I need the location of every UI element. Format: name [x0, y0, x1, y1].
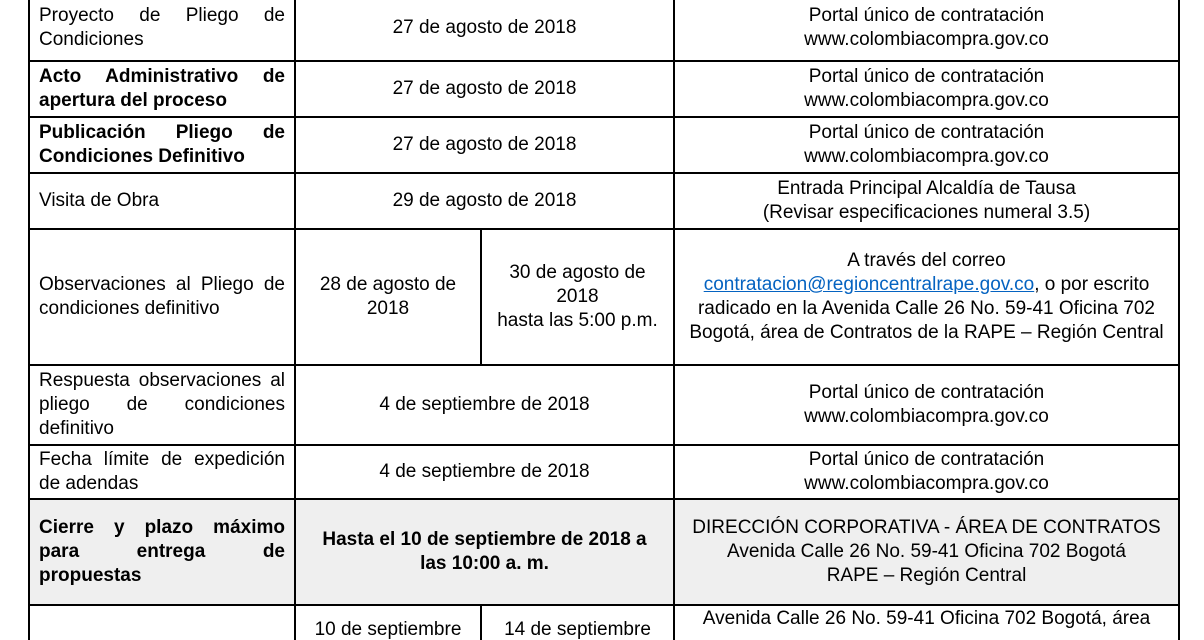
place-line: DIRECCIÓN CORPORATIVA - ÁREA DE CONTRATOS — [692, 517, 1161, 538]
date-cell: 27 de agosto de 2018 — [295, 61, 674, 117]
activity-cell: Publicación Pliego de Condiciones Definitivo — [29, 117, 295, 173]
place-line: www.colombiacompra.gov.co — [804, 146, 1049, 167]
activity-cell: Acto Administrativo de apertura del proceso — [29, 61, 295, 117]
place-line: Portal único de contratación — [808, 66, 1045, 87]
table-row — [29, 445, 1179, 499]
place-cell: Avenida Calle 26 No. 59-41 Oficina 702 Bogotá, área — [674, 605, 1179, 640]
table-row — [29, 117, 1179, 173]
place-line: www.colombiacompra.gov.co — [804, 90, 1049, 111]
place-line: Avenida Calle 26 No. 59-41 Oficina 702 Bogotá — [727, 541, 1126, 562]
date-cell: 4 de septiembre de 2018 — [295, 365, 674, 445]
table-row — [29, 0, 1179, 61]
activity-cell: Visita de Obra — [29, 173, 295, 229]
place-line: www.colombiacompra.gov.co — [804, 406, 1049, 427]
place-line: Portal único de contratación — [808, 5, 1045, 26]
date-cell: 4 de septiembre de 2018 — [295, 445, 674, 499]
table-row — [29, 173, 1179, 229]
place-cell — [674, 365, 1179, 445]
activity-cell: Observaciones al Pliego de condiciones definitivo — [29, 229, 295, 365]
end-date-line: 2018 — [556, 286, 599, 307]
email-link[interactable]: contratacion@regioncentralrape.gov.co — [703, 274, 1035, 295]
start-date-cell: 10 de septiembre — [295, 605, 481, 640]
activity-cell: Cierre y plazo máximo para entrega de propuestas — [29, 499, 295, 605]
place-cell — [674, 0, 1179, 61]
place-line: (Revisar especificaciones numeral 3.5) — [762, 202, 1091, 223]
place-cell — [674, 499, 1179, 605]
table-row — [29, 605, 1179, 640]
place-line: RAPE – Región Central — [826, 565, 1027, 586]
activity-cell — [29, 605, 295, 640]
date-cell: 27 de agosto de 2018 — [295, 0, 674, 61]
activity-cell: Fecha límite de expedición de adendas — [29, 445, 295, 499]
start-date-cell: 28 de agosto de 2018 — [295, 229, 481, 365]
place-cell — [674, 117, 1179, 173]
activity-cell: Respuesta observaciones al pliego de condiciones definitivo — [29, 365, 295, 445]
place-text: , o por escrito — [1034, 274, 1150, 295]
place-line: www.colombiacompra.gov.co — [804, 473, 1049, 494]
place-line: Portal único de contratación — [808, 449, 1045, 470]
place-line: Portal único de contratación — [808, 382, 1045, 403]
date-cell: 29 de agosto de 2018 — [295, 173, 674, 229]
table-row — [29, 365, 1179, 445]
place-line: A través del correo — [847, 250, 1006, 271]
place-line: Portal único de contratación — [808, 122, 1045, 143]
date-cell: Hasta el 10 de septiembre de 2018 a las 10:00 a. m. — [295, 499, 674, 605]
table-row — [29, 499, 1179, 605]
place-cell — [674, 229, 1179, 365]
place-cell — [674, 173, 1179, 229]
place-cell — [674, 445, 1179, 499]
end-date-line: 30 de agosto de — [509, 262, 646, 283]
end-date-line: hasta las 5:00 p.m. — [497, 310, 658, 331]
place-text: radicado en la Avenida Calle 26 No. 59-41 Oficina 702 Bogotá, área de Contratos de la RAPE – Región Central — [689, 298, 1164, 343]
table-row — [29, 61, 1179, 117]
end-date-cell: 14 de septiembre — [481, 605, 674, 640]
date-cell: 27 de agosto de 2018 — [295, 117, 674, 173]
table-row — [29, 229, 1179, 365]
schedule-table — [28, 0, 1180, 640]
activity-cell: Proyecto de Pliego de Condiciones — [29, 0, 295, 61]
end-date-cell — [481, 229, 674, 365]
place-line: Entrada Principal Alcaldía de Tausa — [777, 178, 1076, 199]
place-line: www.colombiacompra.gov.co — [804, 29, 1049, 50]
place-cell — [674, 61, 1179, 117]
